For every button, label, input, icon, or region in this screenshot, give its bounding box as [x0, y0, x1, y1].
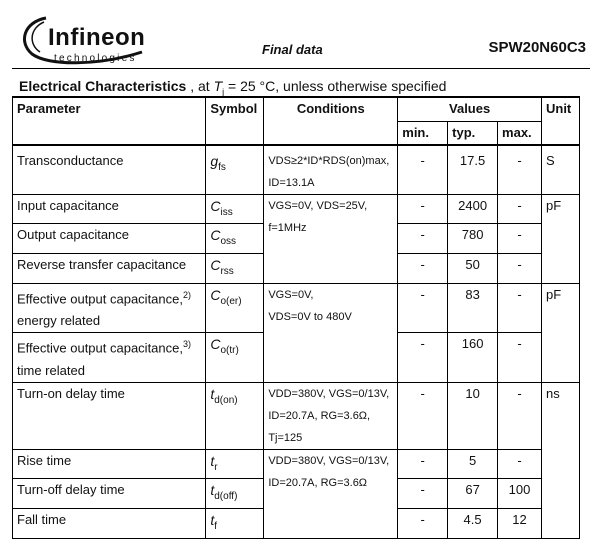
symbol-text: t: [210, 385, 215, 402]
logo-wordmark: Infineon: [48, 24, 146, 51]
min-cell: -: [398, 449, 448, 479]
section-cond-var: T: [213, 78, 223, 94]
conditions-cell: [264, 449, 398, 538]
symbol-cell: [206, 333, 264, 382]
symbol-sub: oss: [220, 236, 237, 248]
col-header-values: Values: [398, 97, 542, 121]
table-row: [13, 382, 580, 449]
table-header-row: [13, 97, 580, 121]
symbol-sub: o(er): [220, 295, 242, 307]
condition-line: ID=20.7A, RG=3.6Ω: [268, 476, 368, 489]
infineon-logo: [18, 8, 148, 70]
table-row: [13, 283, 580, 332]
symbol-sub: r: [214, 461, 218, 473]
symbol-cell: [206, 224, 264, 254]
symbol-cell: [206, 145, 264, 195]
max-cell: -: [498, 145, 542, 195]
symbol-text: t: [210, 482, 215, 499]
typ-cell: 50: [448, 254, 498, 284]
min-cell: -: [398, 283, 448, 332]
min-cell: -: [398, 333, 448, 382]
col-header-conditions: Conditions: [264, 97, 398, 145]
section-title: [19, 78, 446, 97]
electrical-characteristics-table: [12, 96, 580, 539]
symbol-text: g: [210, 152, 219, 169]
col-header-max: max.: [498, 121, 542, 145]
unit-cell: S: [541, 145, 579, 195]
typ-cell: 4.5: [448, 509, 498, 539]
max-cell: 100: [498, 479, 542, 509]
param-line: energy related: [17, 313, 101, 329]
min-cell: -: [398, 145, 448, 195]
typ-cell: 2400: [448, 194, 498, 224]
max-cell: -: [498, 194, 542, 224]
max-cell: 12: [498, 509, 542, 539]
symbol-text: C: [210, 257, 221, 274]
section-cond-sub: j: [222, 86, 225, 97]
header-divider: [12, 68, 590, 69]
symbol-sub: rss: [220, 265, 234, 277]
conditions-cell: [264, 382, 398, 449]
param-cell: Rise time: [13, 449, 206, 479]
condition-line: ID=13.1A: [268, 176, 315, 189]
param-cell: [13, 283, 206, 332]
param-cell: Reverse transfer capacitance: [13, 254, 206, 284]
symbol-cell: [206, 479, 264, 509]
max-cell: -: [498, 333, 542, 382]
min-cell: -: [398, 509, 448, 539]
param-cell: Transconductance: [13, 145, 206, 195]
symbol-sub: o(tr): [220, 345, 239, 357]
condition-line: f=1MHz: [268, 221, 307, 234]
typ-cell: 160: [448, 333, 498, 382]
conditions-cell: [264, 145, 398, 195]
symbol-cell: [206, 254, 264, 284]
symbol-sub: f: [214, 520, 218, 532]
symbol-text: C: [210, 286, 221, 303]
condition-line: VDD=380V, VGS=0/13V,: [268, 387, 390, 400]
condition-line: VDD=380V, VGS=0/13V,: [268, 454, 390, 467]
param-cell: Turn-on delay time: [13, 382, 206, 449]
param-text: Effective output capacitance,: [17, 291, 183, 307]
max-cell: -: [498, 382, 542, 449]
conditions-cell: [264, 283, 398, 382]
footnote-marker: 3): [182, 339, 191, 350]
symbol-sub: iss: [220, 206, 233, 218]
footnote-marker: 2): [182, 289, 191, 300]
param-line: [17, 333, 201, 359]
section-cond-prefix: , at: [186, 78, 214, 94]
max-cell: -: [498, 224, 542, 254]
table-row: [13, 449, 580, 479]
symbol-cell: [206, 382, 264, 449]
param-text: Effective output capacitance,: [17, 340, 183, 356]
min-cell: -: [398, 382, 448, 449]
symbol-text: C: [210, 336, 221, 353]
col-header-parameter: Parameter: [13, 97, 206, 145]
typ-cell: 5: [448, 449, 498, 479]
max-cell: -: [498, 283, 542, 332]
symbol-text: C: [210, 197, 221, 214]
param-cell: Output capacitance: [13, 224, 206, 254]
condition-line: VGS=0V, VDS=25V,: [268, 199, 368, 212]
table-row: [13, 194, 580, 224]
condition-line: Tj=125: [268, 431, 303, 444]
min-cell: -: [398, 224, 448, 254]
condition-line: VDS≥2*ID*RDS(on)max,: [268, 154, 390, 167]
conditions-cell: [264, 194, 398, 283]
symbol-cell: [206, 509, 264, 539]
col-header-unit: Unit: [541, 97, 579, 145]
part-number: SPW20N60C3: [488, 39, 586, 56]
table-row: [13, 145, 580, 195]
param-cell: Input capacitance: [13, 194, 206, 224]
max-cell: -: [498, 254, 542, 284]
typ-cell: 17.5: [448, 145, 498, 195]
symbol-cell: [206, 449, 264, 479]
condition-line: VGS=0V,: [268, 288, 314, 301]
col-header-min: min.: [398, 121, 448, 145]
min-cell: -: [398, 254, 448, 284]
condition-line: ID=20.7A, RG=3.6Ω,: [268, 409, 371, 422]
unit-cell: pF: [541, 194, 579, 283]
document-status: Final data: [262, 42, 323, 57]
param-line: [17, 284, 201, 310]
min-cell: -: [398, 479, 448, 509]
section-title-text: Electrical Characteristics: [19, 78, 187, 94]
typ-cell: 10: [448, 382, 498, 449]
condition-line: VDS=0V to 480V: [268, 310, 352, 323]
section-cond-suffix: = 25 °C, unless otherwise specified: [224, 78, 447, 94]
symbol-cell: [206, 283, 264, 332]
param-line: time related: [17, 362, 85, 378]
param-cell: Fall time: [13, 509, 206, 539]
logo-subtext: technologies: [54, 53, 137, 64]
unit-cell: ns: [541, 382, 579, 538]
symbol-sub: d(on): [214, 394, 238, 406]
typ-cell: 83: [448, 283, 498, 332]
unit-cell: pF: [541, 283, 579, 382]
param-cell: [13, 333, 206, 382]
max-cell: -: [498, 449, 542, 479]
typ-cell: 780: [448, 224, 498, 254]
col-header-typ: typ.: [448, 121, 498, 145]
symbol-text: C: [210, 227, 221, 244]
symbol-cell: [206, 194, 264, 224]
typ-cell: 67: [448, 479, 498, 509]
col-header-symbol: Symbol: [206, 97, 264, 145]
param-cell: Turn-off delay time: [13, 479, 206, 509]
symbol-text: t: [210, 512, 215, 529]
min-cell: -: [398, 194, 448, 224]
symbol-sub: fs: [218, 161, 226, 173]
symbol-sub: d(off): [214, 491, 238, 503]
symbol-text: t: [210, 452, 215, 469]
